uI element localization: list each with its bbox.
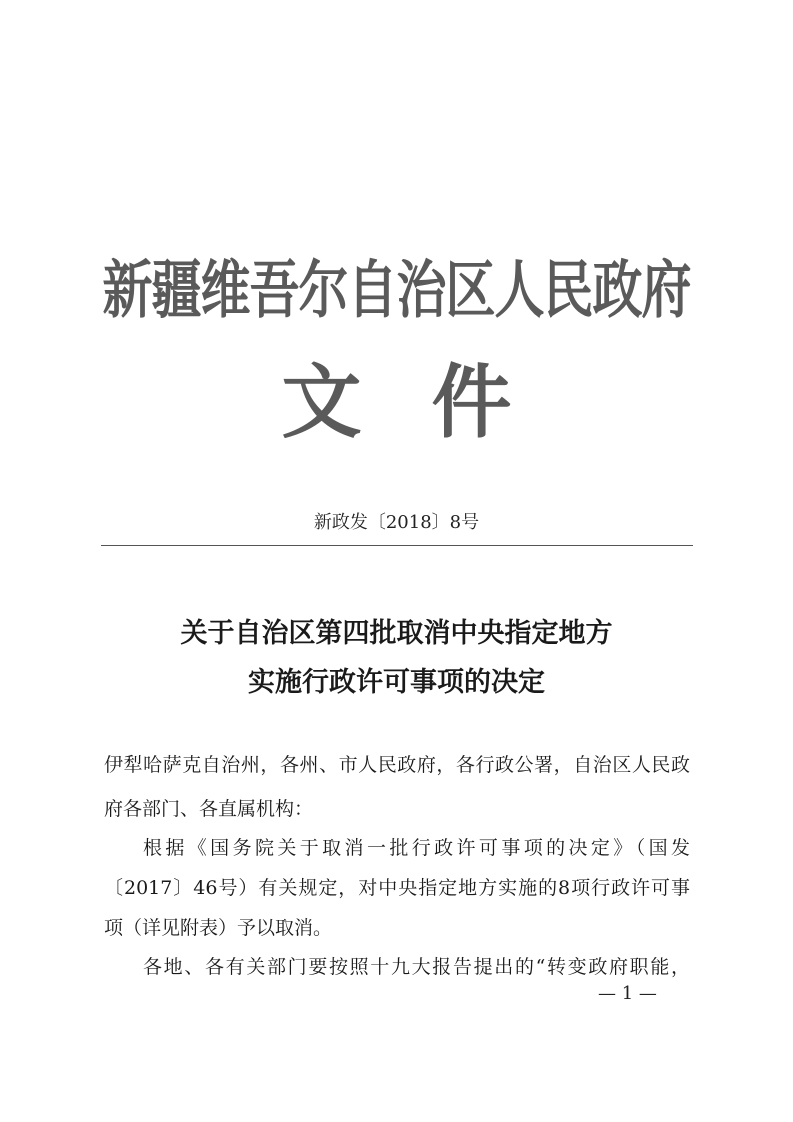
header-divider — [101, 545, 693, 546]
addressee-line-2: 府各部门、各直属机构： — [104, 798, 314, 820]
addressee-line-1: 伊犁哈萨克自治州，各州、市人民政府，各行政公署，自治区人民政 — [104, 754, 690, 776]
page-number: — 1 — — [598, 983, 657, 1004]
paragraph-2-line-1: 各地、各有关部门要按照十九大报告提出的“转变政府职能， — [143, 956, 690, 978]
document-type-heading: 文件 — [281, 356, 582, 449]
paragraph-1-line-1: 根据《国务院关于取消一批行政许可事项的决定》（国发 — [143, 837, 690, 859]
paragraph-1-line-3: 项（详见附表）予以取消。 — [104, 917, 333, 939]
document-number: 新政发〔2018〕8号 — [313, 512, 480, 533]
document-title-line-2: 实施行政许可事项的决定 — [248, 667, 545, 698]
issuer-heading: 新疆维吾尔自治区人民政府 — [102, 253, 691, 327]
document-title-line-1: 关于自治区第四批取消中央指定地方 — [180, 618, 613, 649]
paragraph-1-line-2: 〔2017〕46号）有关规定，对中央指定地方实施的8项行政许可事 — [104, 877, 690, 899]
